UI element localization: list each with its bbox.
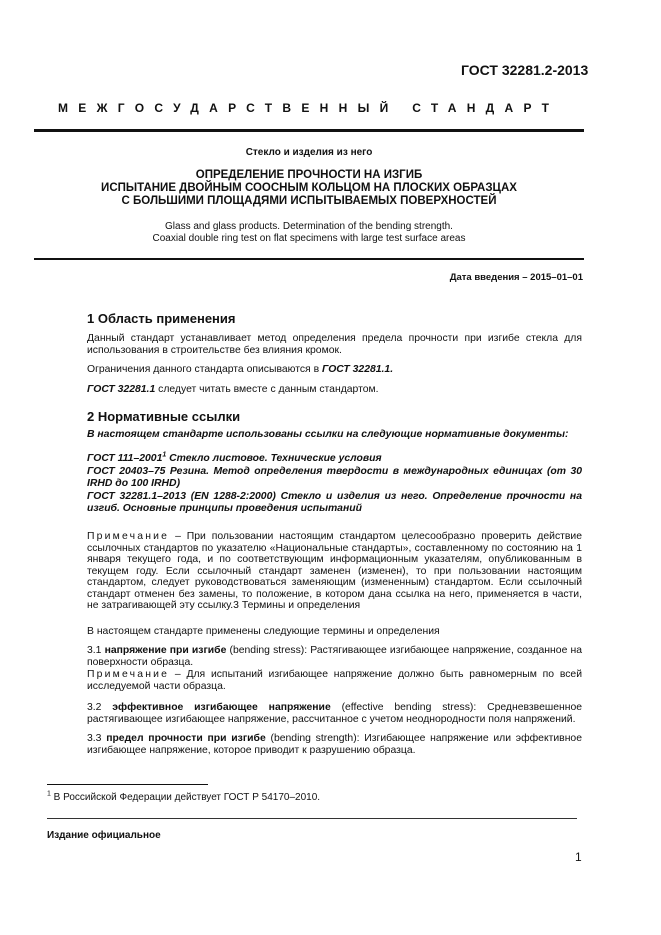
note-label: Примечание <box>87 531 170 542</box>
terms-intro: В настоящем стандарте применены следующие термины и определения <box>87 626 440 637</box>
interstate-standard-label: МЕЖГОСУДАРСТВЕННЫЙ СТАНДАРТ <box>58 101 560 115</box>
page-number: 1 <box>575 850 582 864</box>
title-line: ОПРЕДЕЛЕНИЕ ПРОЧНОСТИ НА ИЗГИБ <box>195 169 423 181</box>
header-rule <box>34 129 584 132</box>
section-1-read-together: ГОСТ 32281.1 следует читать вместе с данным стандартом. <box>87 384 379 395</box>
title-rule <box>34 258 584 260</box>
section-1-limits: Ограничения данного стандарта описываются в ГОСТ 32281.1. <box>87 364 394 375</box>
document-subtitle: Стекло и изделия из него <box>245 147 373 158</box>
normative-refs-intro: В настоящем стандарте использованы ссылки на следующие нормативные документы: <box>87 429 569 440</box>
official-edition-label: Издание официальное <box>47 830 161 841</box>
document-number: ГОСТ 32281.2-2013 <box>461 62 589 78</box>
note-label: Примечание <box>87 669 170 680</box>
english-title-line: Glass and glass products. Determination of the bending strength. <box>165 221 453 232</box>
footnote-marker: 1 <box>162 451 167 459</box>
term-name: напряжение при изгибе <box>104 645 227 656</box>
term-3-1: 3.1 напряжение при изгибе (bending stress): Растягивающее изгибающее напряжение, созданное на поверхности образца. <box>87 645 582 668</box>
section-1-heading: 1 Область применения <box>87 311 236 326</box>
gost-reference: ГОСТ 32281.1. <box>321 364 394 375</box>
term-3-2: 3.2 эффективное изгибающее напряжение (effective bending stress): Средневзвешенное растягивающее изгибающее напряжение, рассчитанное с учетом неоднородности поля напряжений. <box>87 702 583 725</box>
normative-ref-1: ГОСТ 111–2001$^1$ Стекло листовое. Технические условия <box>87 451 382 464</box>
term-name: предел прочности при изгибе <box>106 733 266 744</box>
english-title-line: Coaxial double ring test on flat specimens with large test surface areas <box>152 233 466 244</box>
gost-reference: ГОСТ 32281.1 <box>87 384 156 395</box>
term-3-3: 3.3 предел прочности при изгибе (bending strength): Изгибающее напряжение или эффективное изгибающее напряжение, которое приводит к разрушению образца. <box>87 733 582 756</box>
term-name: эффективное изгибающее напряжение <box>112 702 331 713</box>
footnote-marker: 1 <box>47 790 51 798</box>
normative-ref-3: ГОСТ 32281.1–2013 (EN 1288-2:2000) Стекло и изделия из него. Определение прочности на изгиб. Основные принципы проведения испытаний <box>87 491 582 514</box>
section-2-heading: 2 Нормативные ссылки <box>87 409 241 424</box>
footnote: $^1$ В Российской Федерации действует ГОСТ Р 54170–2010. <box>47 790 321 803</box>
section-2-note: Примечание – При пользовании настоящим стандартом целесообразно проверить действие ссылочных стандартов по указателю «Национальные стандарты», составленному по состоянию на 1 января текущего года, и по соответствующим информационным указателям, опубликованным в текущем году. Если ссылочный стандарт заменен (изменен), то при пользовании настоящим стандартом, следует руководствоваться заменяющим (измененным) стандартом. Если ссылочный стандарт отменен без замены, то положение, в котором дана ссылка на него, применяется в части, не затрагивающей эту ссылку.3 Термины и определения <box>87 531 582 611</box>
term-3-1-note: Примечание – Для испытаний изгибающее напряжение должно быть равномерным по всей исследуемой части образца. <box>87 669 582 692</box>
title-line: ИСПЫТАНИЕ ДВОЙНЫМ СООСНЫМ КОЛЬЦОМ НА ПЛОСКИХ ОБРАЗЦАХ <box>101 182 517 194</box>
footnote-rule <box>47 784 208 785</box>
footer-divider <box>47 818 577 819</box>
document-title <box>34 169 584 208</box>
section-1-paragraph: Данный стандарт устанавливает метод определения предела прочности при изгибе стекла для использования в строительстве без влияния кромок. <box>87 333 582 356</box>
introduction-date: Дата введения – 2015–01–01 <box>449 272 583 283</box>
normative-ref-2: ГОСТ 20403–75 Резина. Метод определения твердости в международных единицах (от 30 IRHD до 100 IRHD) <box>87 466 582 489</box>
english-title <box>34 221 584 245</box>
title-line: С БОЛЬШИМИ ПЛОЩАДЯМИ ИСПЫТЫВАЕМЫХ ПОВЕРХНОСТЕЙ <box>121 195 497 207</box>
